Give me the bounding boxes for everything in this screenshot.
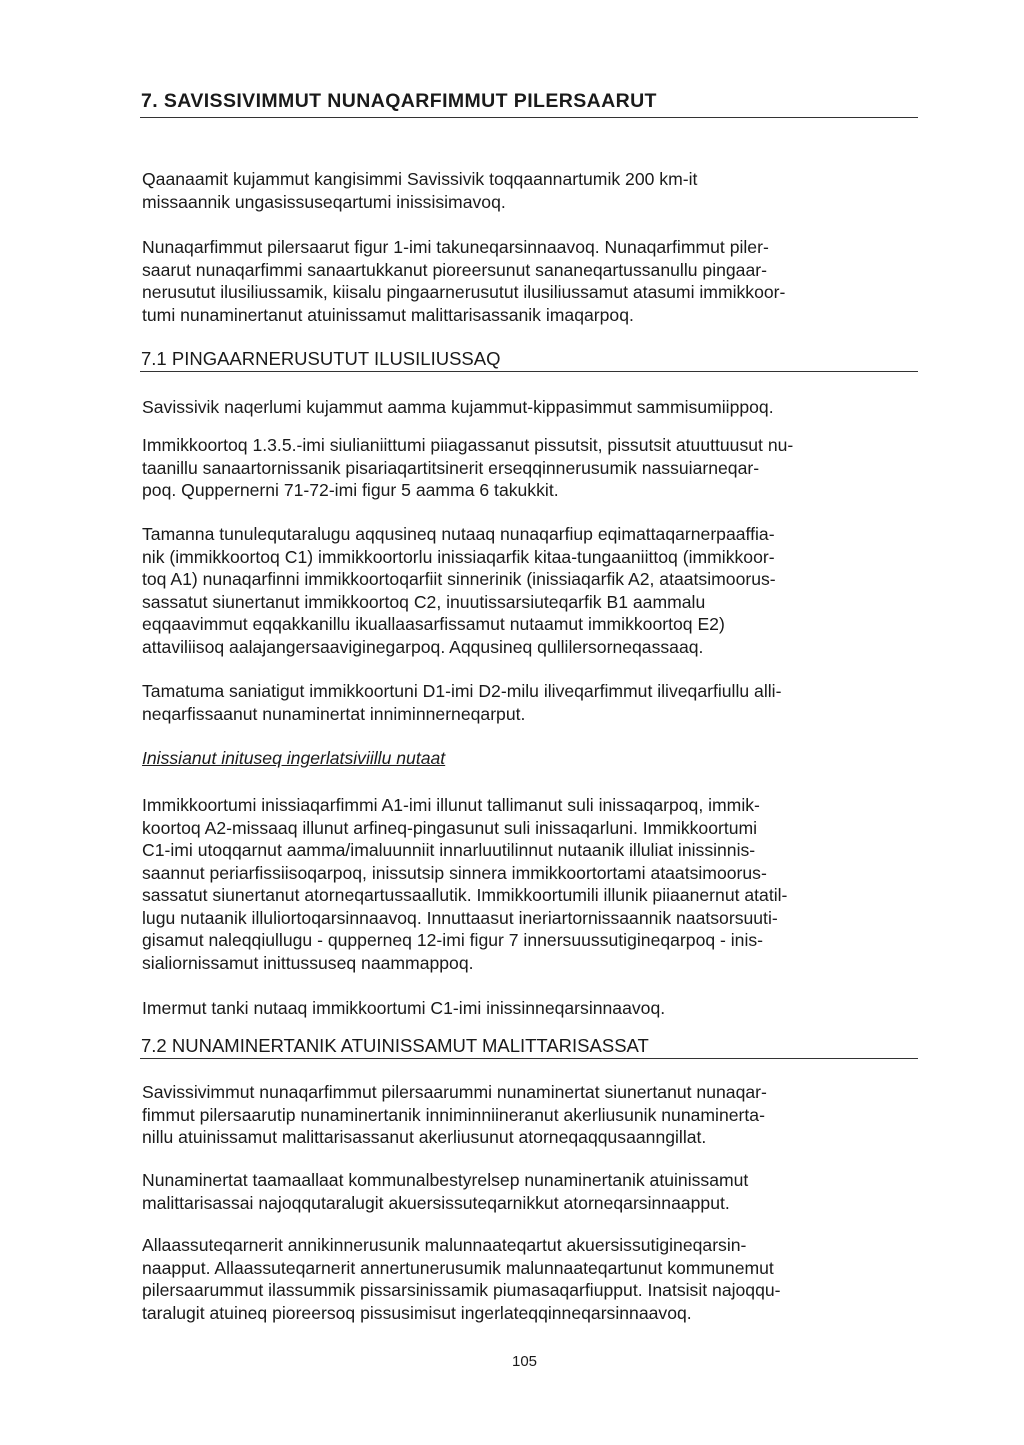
chapter-heading: 7. SAVISSIVIMMUT NUNAQARFIMMUT PILERSAARUT bbox=[141, 90, 657, 112]
text-line: koortoq A2-missaaq illunut arfineq-pingasunut suli inissaqarluni. Immikkoortumi bbox=[142, 817, 758, 838]
text-line: lugu nutaanik illuliortoqarsinnaavoq. Innuttaasut ineriartornissaannik naatsorsuuti- bbox=[142, 907, 778, 928]
paragraph-cemetery bbox=[142, 680, 902, 725]
text-line: gisamut naleqqiullugu - qupperneq 12-imi figur 7 innersuussutigineqarpoq - inis- bbox=[142, 930, 764, 950]
section-heading-7-2: 7.2 NUNAMINERTANIK ATUINISSAMUT MALITTARISASSAT bbox=[141, 1035, 649, 1056]
paragraph-approval bbox=[142, 1169, 902, 1214]
section-heading-7-1: 7.1 PINGAARNERUSUTUT ILUSILIUSSAQ bbox=[141, 348, 501, 369]
text-line: saarut nunaqarfimmi sanaartukkanut pioreersunut sananeqartussanullu pingaar- bbox=[142, 259, 767, 280]
text-line: Tamanna tunulequtaralugu aqqusineq nutaaq nunaqarfiup eqimattaqarnerpaaffia- bbox=[142, 524, 775, 544]
text-line: toq A1) nunaqarfinni immikkoortoqarfiit sinnerinik (inissiaqarfik A2, ataatsimoorus- bbox=[142, 569, 776, 589]
text-line: naapput. Allaassuteqarnerit annertunerusumik malunnaateqartunut kommunemut bbox=[142, 1257, 774, 1278]
text-line: Nunaminertat taamaallaat kommunalbestyrelsep nunaminertanik atuinissamut bbox=[142, 1170, 749, 1190]
text-line: Nunaqarfimmut pilersaarut figur 1-imi takuneqarsinnaavoq. Nunaqarfimmut piler- bbox=[142, 237, 769, 257]
text-line: nik (immikkoortoq C1) immikkoortorlu inissiaqarfik kitaa-tungaaniittoq (immikkoor- bbox=[142, 546, 775, 567]
paragraph-land-use bbox=[142, 1081, 902, 1149]
text-line: nerusutut ilusiliussamik, kiisalu pingaarnerusutut ilusiliussamut atasumi immikkoor- bbox=[142, 282, 786, 302]
paragraph-housing bbox=[142, 794, 902, 974]
paragraph-intro bbox=[142, 168, 902, 213]
text-line: sassatut siunertanut immikkoortoq C2, inuutissarsiuteqarfik B1 aammalu bbox=[142, 591, 706, 612]
text-line: nillu atuinissamut malittarisassanut akerliusunut atorneqaqqusaanngillat. bbox=[142, 1127, 707, 1147]
text-line: Tamatuma saniatigut immikkoortuni D1-imi D2-milu iliveqarfimmut iliveqarfiullu alli- bbox=[142, 681, 782, 701]
paragraph-location bbox=[142, 396, 902, 419]
text-line: missaannik ungasissuseqartumi inissisimavoq. bbox=[142, 191, 506, 212]
paragraph-conditions bbox=[142, 434, 902, 502]
text-line: pilersaarummut ilassummik pissarsinissamik piumasaqarfiupput. Inatsisit najoqqu- bbox=[142, 1280, 781, 1300]
text-line: saannut periarfissiisoqarpoq, inissutsip sinnera immikkoortortami ataatsimoorus- bbox=[142, 862, 767, 883]
section-rule bbox=[140, 371, 918, 372]
text-line: Immikkoortoq 1.3.5.-imi siulianiittumi piiagassanut pissutsit, pissutsit atuuttuusut nu- bbox=[142, 435, 794, 455]
paragraph-exceptions bbox=[142, 1234, 902, 1324]
text-line: sialiornissamut inittussuseq naammappoq. bbox=[142, 952, 474, 973]
heading-rule bbox=[140, 117, 918, 118]
page-number: 105 bbox=[512, 1353, 538, 1370]
text-line: Savissivimmut nunaqarfimmut pilersaarummi nunaminertat siunertanut nunaqar- bbox=[142, 1082, 767, 1102]
text-line: Allaassuteqarnerit annikinnerusunik malunnaateqartut akuersissutigineqarsin- bbox=[142, 1235, 747, 1255]
paragraph-plan-overview bbox=[142, 236, 902, 326]
paragraph-water-tank bbox=[142, 997, 902, 1020]
text-line: Immikkoortumi inissiaqarfimmi A1-imi illunut tallimanut suli inissaqarpoq, immik- bbox=[142, 795, 760, 815]
subheading-housing: Inissianut inituseq ingerlatsiviillu nutaat bbox=[142, 748, 446, 768]
text-line: malittarisassai najoqqutaralugit akuersissuteqarnikkut atorneqarsinnaapput. bbox=[142, 1192, 730, 1213]
text-line: Imermut tanki nutaaq immikkoortumi C1-imi inissinneqarsinnaavoq. bbox=[142, 998, 666, 1018]
text-line: C1-imi utoqqarnut aamma/imaluunniit innarluutilinnut nutaanik illuliat inissinnis- bbox=[142, 840, 756, 860]
text-line: Savissivik naqerlumi kujammut aamma kujammut-kippasimmut sammisumiippoq. bbox=[142, 397, 774, 417]
text-line: taanillu sanaartornissanik pisariaqartitsinerit erseqqinnerusumik nassuiarneqar- bbox=[142, 457, 760, 478]
section-rule bbox=[140, 1058, 918, 1059]
text-line: attaviliisoq aalajangersaaviginegarpoq. Aqqusineq qullilersorneqassaaq. bbox=[142, 636, 704, 657]
text-line: taralugit atuineq pioreersoq pissusimisut ingerlateqqinneqarsinnaavoq. bbox=[142, 1302, 692, 1323]
text-line: Qaanaamit kujammut kangisimmi Savissivik toqqaannartumik 200 km-it bbox=[142, 169, 698, 189]
text-line: tumi nunaminertanut atuinissamut malittarisassanik imaqarpoq. bbox=[142, 304, 634, 325]
text-line: poq. Quppernerni 71-72-imi figur 5 aamma 6 takukkit. bbox=[142, 480, 559, 500]
text-line: eqqaavimmut eqqakkanillu ikuallaasarfissamut nutaamut immikkoortoq E2) bbox=[142, 614, 725, 634]
text-line: sassatut siunertanut atorneqartussaallutik. Immikkoortumili illunik piiaanernut atatil- bbox=[142, 885, 788, 905]
text-line: fimmut pilersaarutip nunaminertanik inniminniineranut akerliusunik nunaminerta- bbox=[142, 1104, 765, 1125]
paragraph-road bbox=[142, 523, 902, 658]
text-line: neqarfissaanut nunaminertat inniminnerneqarput. bbox=[142, 703, 526, 724]
